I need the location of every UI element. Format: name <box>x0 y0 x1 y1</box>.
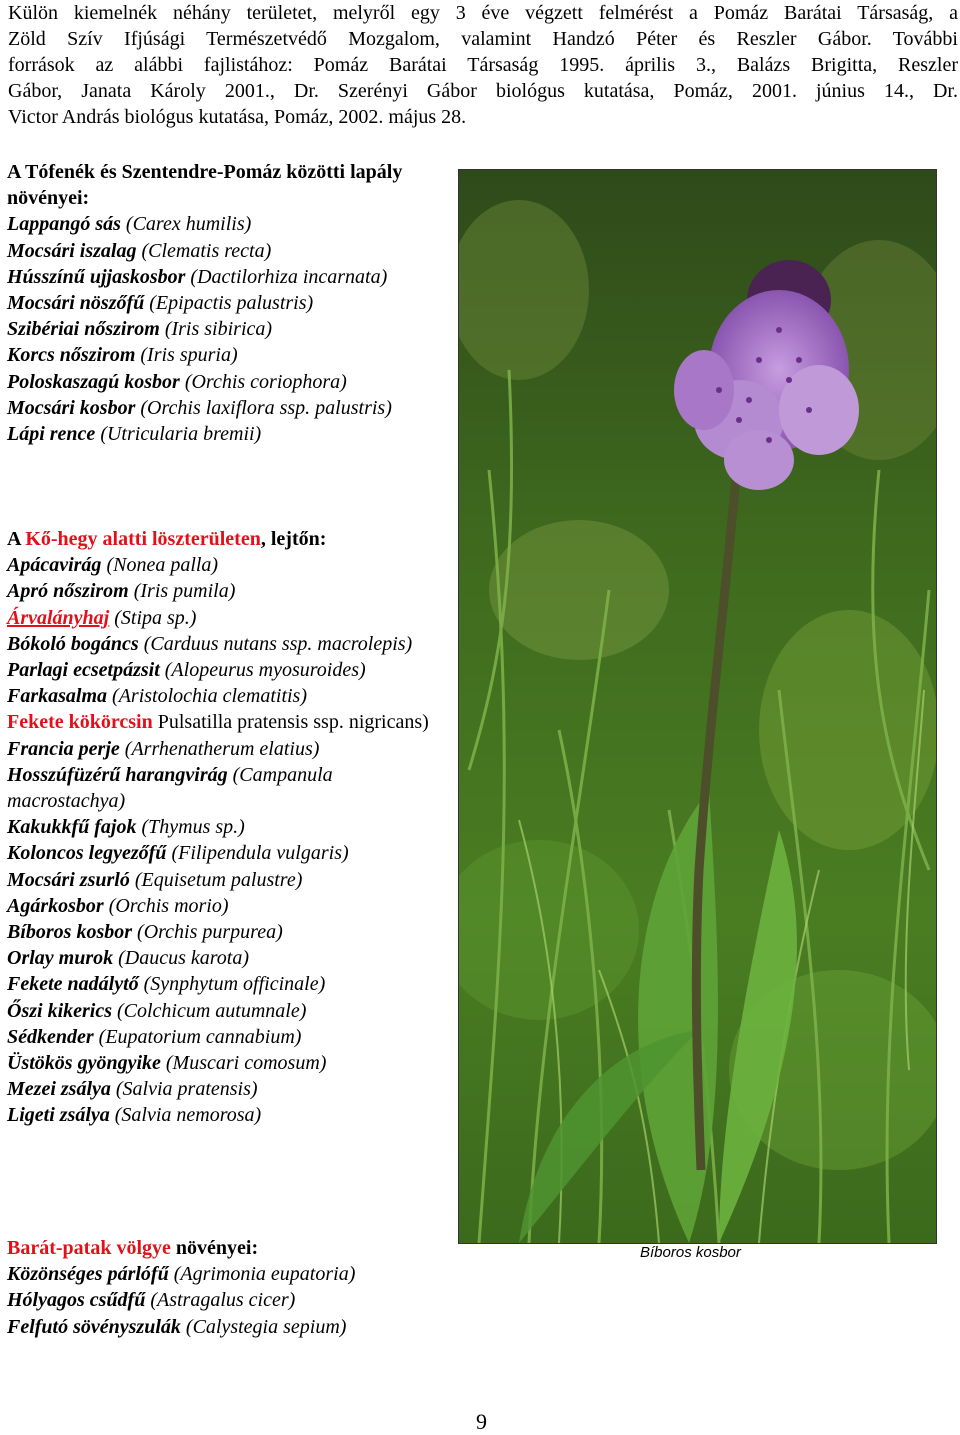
species-hungarian-name: Bíboros kosbor <box>7 921 133 944</box>
species-item <box>7 1102 447 1128</box>
species-hungarian-name: Poloskaszagú kosbor <box>7 370 180 393</box>
species-latin-name: (Iris pumila) <box>133 580 236 603</box>
species-latin-name: (Campanula macrostachya) <box>7 763 333 813</box>
species-latin-name: (Salvia pratensis) <box>115 1078 258 1101</box>
species-latin-name: (Daucus karota) <box>118 947 250 970</box>
species-latin-name: (Orchis coriophora) <box>184 370 347 393</box>
species-item <box>7 709 447 735</box>
species-hungarian-name: Koloncos legyezőfű <box>7 842 167 865</box>
species-item <box>7 971 447 997</box>
species-latin-name: (Colchicum autumnale) <box>117 999 307 1022</box>
species-latin-name: (Utricularia bremii) <box>100 423 262 446</box>
species-hungarian-name: Fekete kökörcsin <box>7 711 153 734</box>
species-latin-name: (Carex humilis) <box>125 213 252 236</box>
species-item <box>7 893 447 919</box>
species-latin-name: (Iris sibirica) <box>164 318 273 341</box>
species-hungarian-name: Farkasalma <box>7 685 108 708</box>
species-item <box>7 840 447 866</box>
species-hungarian-name: Apácavirág <box>7 554 102 577</box>
species-latin-name: (Orchis morio) <box>108 894 229 917</box>
species-hungarian-name: Sédkender <box>7 1025 94 1048</box>
page-number: 9 <box>476 1409 487 1434</box>
section-loess <box>7 526 447 1129</box>
species-hungarian-name: Őszi kikerics <box>7 999 112 1022</box>
species-hungarian-name: Fekete nadálytő <box>7 973 139 996</box>
species-item <box>7 814 447 840</box>
species-hungarian-name: Apró nőszirom <box>7 580 129 603</box>
species-latin-name: (Iris spuria) <box>140 344 238 367</box>
species-hungarian-name: Szibériai nőszirom <box>7 318 160 341</box>
species-list <box>7 1261 447 1340</box>
intro-line: Zöld Szív Ifjúsági Természetvédő Mozgalom, valamint Handzó Péter és Reszler Gábor. További <box>8 28 958 50</box>
species-latin-name: (Eupatorium cannabium) <box>98 1025 302 1048</box>
species-item <box>7 552 447 578</box>
species-latin-name: (Astragalus cicer) <box>150 1289 296 1312</box>
species-item <box>7 919 447 945</box>
species-latin-name: (Arrhenatherum elatius) <box>124 737 320 760</box>
species-hungarian-name: Parlagi ecsetpázsit <box>7 659 160 682</box>
species-hungarian-name: Korcs nőszirom <box>7 344 136 367</box>
species-item <box>7 578 447 604</box>
species-item <box>7 867 447 893</box>
species-hungarian-name: Bókoló bogáncs <box>7 632 139 655</box>
species-latin-name: (Orchis laxiflora ssp. palustris) <box>140 396 392 419</box>
species-latin-name: (Synphytum officinale) <box>143 973 326 996</box>
species-latin-name: (Orchis purpurea) <box>137 921 283 944</box>
species-hungarian-name: Francia perje <box>7 737 120 760</box>
orchid-photo <box>458 169 937 1244</box>
species-latin-name: (Equisetum palustre) <box>134 868 303 891</box>
species-latin-name: (Agrimonia eupatoria) <box>173 1263 356 1286</box>
species-hungarian-name: Mocsári kosbor <box>7 396 136 419</box>
species-item <box>7 211 447 237</box>
species-item <box>7 264 447 290</box>
species-item <box>7 945 447 971</box>
species-hungarian-name: Mocsári iszalag <box>7 239 137 262</box>
species-item <box>7 316 447 342</box>
species-list <box>7 552 447 1128</box>
species-latin-name: (Epipactis palustris) <box>149 292 314 315</box>
species-latin-name: (Clematis recta) <box>141 239 272 262</box>
intro-line: Gábor, Janata Károly 2001., Dr. Szerényi Gábor biológus kutatása, Pomáz, 2001. június 14., Dr. <box>8 80 958 102</box>
section-heading: A Kő-hegy alatti löszterületen, lejtőn: <box>7 528 327 550</box>
species-hungarian-name: Orlay murok <box>7 947 114 970</box>
section-heading: Barát-patak völgye növényei: <box>7 1237 259 1259</box>
species-latin-name: (Stipa sp.) <box>114 606 197 629</box>
species-latin-name: (Filipendula vulgaris) <box>171 842 349 865</box>
species-item <box>7 683 447 709</box>
intro-line: Külön kiemelnék néhány területet, melyről egy 3 éve végzett felmérést a Pomáz Barátai Társaság, a <box>8 2 958 24</box>
species-item <box>7 998 447 1024</box>
species-latin-name: (Calystegia sepium) <box>185 1315 347 1338</box>
species-latin-name: (Dactilorhiza incarnata) <box>190 265 388 288</box>
species-hungarian-name: Kakukkfű fajok <box>7 816 137 839</box>
section-valley <box>7 1235 447 1340</box>
highlight-place: Kő-hegy alatti löszterületen <box>25 528 261 550</box>
species-item <box>7 605 447 631</box>
species-item <box>7 238 447 264</box>
species-item <box>7 736 447 762</box>
species-item <box>7 395 447 421</box>
species-item <box>7 1261 447 1287</box>
intro-line: források az alábbi fajlistához: Pomáz Barátai Társaság 1995. április 3., Balázs Brigitta, Reszler <box>8 54 958 76</box>
species-item <box>7 1076 447 1102</box>
intro-paragraph <box>8 0 958 130</box>
species-latin-name: (Thymus sp.) <box>141 816 245 839</box>
species-hungarian-name: Mezei zsálya <box>7 1078 111 1101</box>
species-item <box>7 290 447 316</box>
species-hungarian-name: Ligeti zsálya <box>7 1104 110 1127</box>
species-hungarian-name: Árvalányhaj <box>7 606 110 629</box>
intro-line: Victor András biológus kutatása, Pomáz, 2002. május 28. <box>8 106 467 128</box>
species-item <box>7 631 447 657</box>
species-item <box>7 342 447 368</box>
species-hungarian-name: Mocsári nöszőfű <box>7 292 145 315</box>
species-item <box>7 657 447 683</box>
species-hungarian-name: Lápi rence <box>7 423 96 446</box>
species-hungarian-name: Üstökös gyöngyike <box>7 1052 161 1075</box>
photo-caption: Bíboros kosbor <box>640 1244 741 1261</box>
species-hungarian-name: Mocsári zsurló <box>7 868 130 891</box>
species-item <box>7 421 447 447</box>
species-item <box>7 369 447 395</box>
species-hungarian-name: Hólyagos csűdfű <box>7 1289 146 1312</box>
species-latin-name: (Alopeurus myosuroides) <box>164 659 366 682</box>
species-hungarian-name: Felfutó sövényszulák <box>7 1315 181 1338</box>
species-item <box>7 1050 447 1076</box>
species-latin-name: (Salvia nemorosa) <box>114 1104 262 1127</box>
species-hungarian-name: Hússzínű ujjaskosbor <box>7 265 186 288</box>
species-latin-name: (Nonea palla) <box>106 554 219 577</box>
species-item <box>7 1287 447 1313</box>
species-hungarian-name: Hosszúfüzérű harangvirág <box>7 763 228 786</box>
section-heading: A Tófenék és Szentendre-Pomáz közötti lapály növényei: <box>7 161 403 210</box>
section-lowland <box>7 159 447 447</box>
species-latin-name: (Aristolochia clematitis) <box>112 685 308 708</box>
species-latin-name: (Muscari comosum) <box>165 1052 327 1075</box>
species-hungarian-name: Lappangó sás <box>7 213 121 236</box>
highlight-place: Barát-patak völgye <box>7 1237 171 1259</box>
species-hungarian-name: Közönséges párlófű <box>7 1263 169 1286</box>
species-item <box>7 762 447 814</box>
species-item <box>7 1314 447 1340</box>
species-item <box>7 1024 447 1050</box>
species-latin-name: Pulsatilla pratensis ssp. nigricans) <box>157 711 429 734</box>
species-list <box>7 211 447 447</box>
species-hungarian-name: Agárkosbor <box>7 894 104 917</box>
species-latin-name: (Carduus nutans ssp. macrolepis) <box>143 632 413 655</box>
